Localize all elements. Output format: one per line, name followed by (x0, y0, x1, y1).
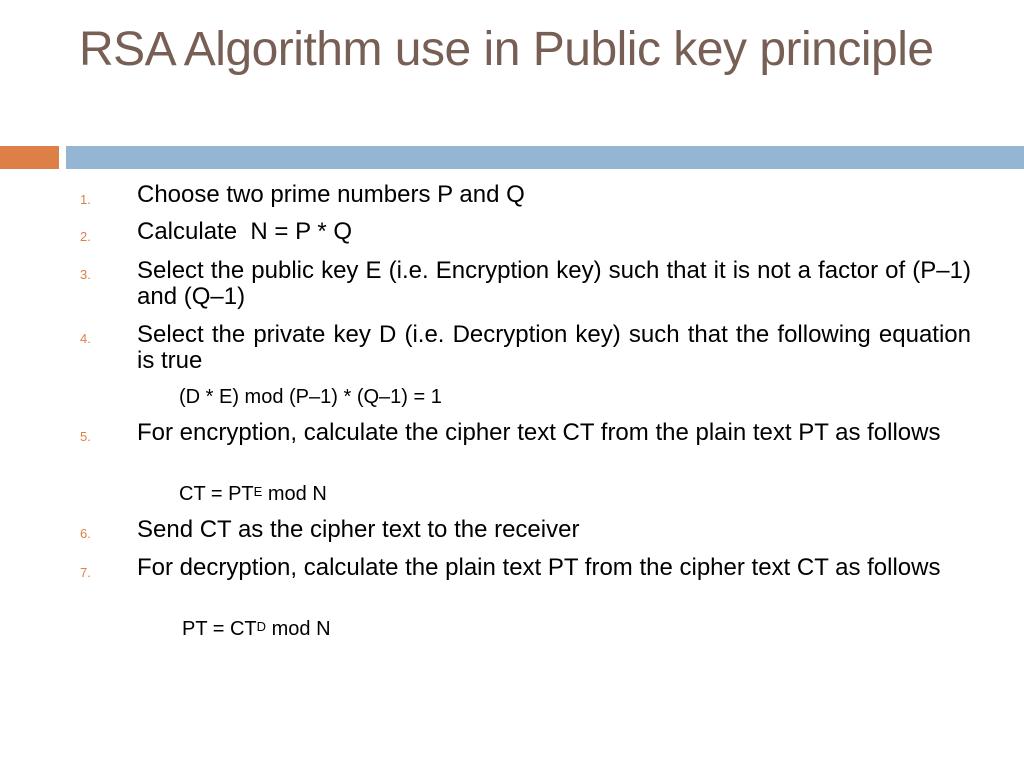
list-number: 7. (80, 565, 91, 580)
encryption-formula-rest: mod N (262, 483, 327, 505)
decryption-formula (182, 617, 331, 641)
list-item-text: Send CT as the cipher text to the receiver (137, 516, 580, 543)
list-item-text: Select the public key E (i.e. Encryption key) such that it is not a factor of (P–1) and (Q–1) (137, 257, 971, 310)
decryption-key-equation: (D * E) mod (P–1) * (Q–1) = 1 (179, 386, 442, 408)
list-item-text: Select the private key D (i.e. Decryption key) such that the following equation is true (137, 321, 971, 374)
decryption-formula-base: PT = CT (182, 618, 257, 640)
list-number: 2. (80, 229, 91, 244)
encryption-formula-base: CT = PT (179, 483, 254, 505)
list-number: 5. (80, 429, 91, 444)
title-accent-bar (0, 146, 59, 169)
decryption-formula-rest: mod N (266, 618, 331, 640)
list-item-text: Calculate N = P * Q (137, 218, 352, 245)
encryption-formula (179, 482, 327, 506)
slide-title: RSA Algorithm use in Public key principle (79, 23, 934, 76)
list-number: 6. (80, 526, 91, 541)
list-item-text: Choose two prime numbers P and Q (137, 181, 525, 208)
encryption-exponent: E (253, 484, 263, 499)
list-number: 1. (80, 192, 91, 207)
list-item-text: For decryption, calculate the plain text PT from the cipher text CT as follows (137, 554, 941, 581)
list-item-text: For encryption, calculate the cipher text CT from the plain text PT as follows (137, 419, 941, 446)
list-number: 4. (80, 331, 91, 346)
decryption-exponent: D (256, 619, 267, 634)
title-divider-bar (66, 146, 1024, 169)
list-number: 3. (80, 267, 91, 282)
